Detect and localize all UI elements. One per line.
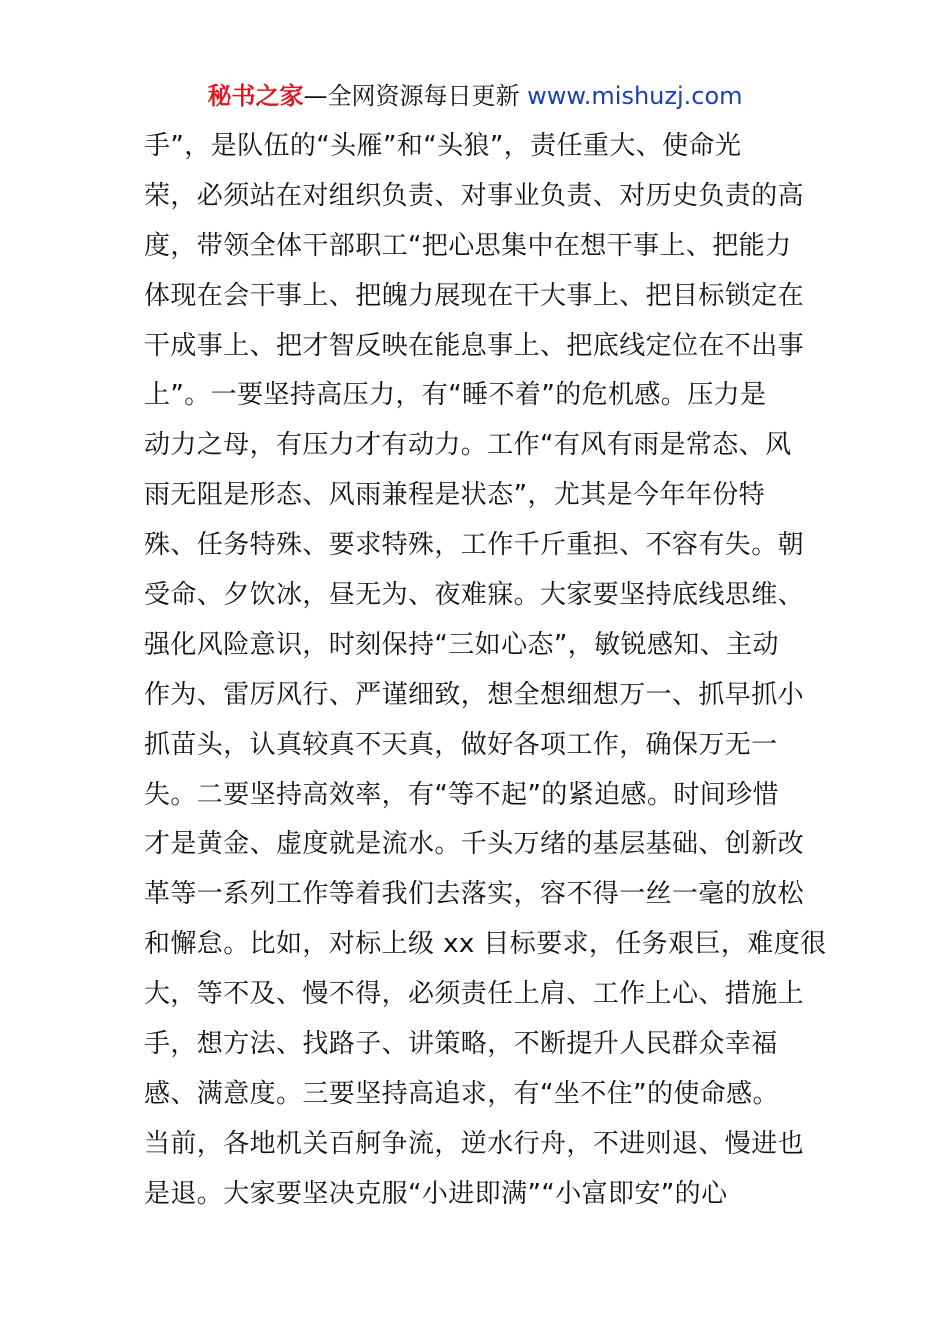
body-line: 作为、雷厉风行、严谨细致，想全想细想万一、抓早抓小: [144, 679, 805, 710]
body-line: 荣，必须站在对组织负责、对事业负责、对历史负责的高: [144, 180, 805, 211]
body-line: 是退。大家要坚决克服“小进即满”“小富即安”的心: [144, 1178, 728, 1209]
body-line: 才是黄金、虚度就是流水。千头万绪的基层基础、创新改: [144, 829, 805, 860]
body-line: 干成事上、把才智反映在能息事上、把底线定位在不出事: [144, 330, 805, 361]
header-tagline: —全网资源每日更新: [303, 82, 520, 110]
brand-name: 秘书之家: [207, 82, 304, 110]
body-line: 感、满意度。三要坚持高追求，有“坐不住”的使命感。: [144, 1078, 779, 1109]
body-line: 雨无阻是形态、风雨兼程是状态”，尤其是今年年份特: [144, 480, 766, 511]
body-line: 受命、夕饮冰，昼无为、夜难寐。大家要坚持底线思维、: [144, 580, 805, 611]
body-line: 当前，各地机关百舸争流，逆水行舟，不进则退、慢进也: [144, 1128, 805, 1159]
body-line: 度，带领全体干部职工“把心思集中在想干事上、把能力: [144, 230, 792, 261]
body-line: 上”。一要坚持高压力，有“睡不着”的危机感。压力是: [144, 380, 767, 411]
document-body: [144, 122, 827, 1220]
body-line: 失。二要坚持高效率，有“等不起”的紧迫感。时间珍惜: [144, 779, 779, 810]
body-line: 动力之母，有压力才有动力。工作“有风有雨是常态、风: [144, 430, 792, 461]
body-line: 体现在会干事上、把魄力展现在干大事上、把目标锁定在: [144, 280, 805, 311]
body-line: 抓苗头，认真较真不天真，做好各项工作，确保万无一: [144, 729, 778, 760]
body-line: 大，等不及、慢不得，必须责任上肩、工作上心、措施上: [144, 979, 805, 1010]
body-line: 革等一系列工作等着我们去落实，容不得一丝一毫的放松: [144, 879, 805, 910]
page-header: [0, 78, 950, 114]
body-line: 强化风险意识，时刻保持“三如心态”，敏锐感知、主动: [144, 629, 779, 660]
body-line: 和懈怠。比如，对标上级 xx 目标要求，任务艰巨，难度很: [144, 929, 827, 960]
site-url-link[interactable]: www.mishuzj.com: [527, 82, 743, 110]
body-line: 手，想方法、找路子、讲策略，不断提升人民群众幸福: [144, 1029, 778, 1060]
body-line: 手”，是队伍的“头雁”和“头狼”，责任重大、使命光: [144, 131, 742, 161]
body-line: 殊、任务特殊、要求特殊，工作千斤重担、不容有失。朝: [144, 530, 805, 561]
